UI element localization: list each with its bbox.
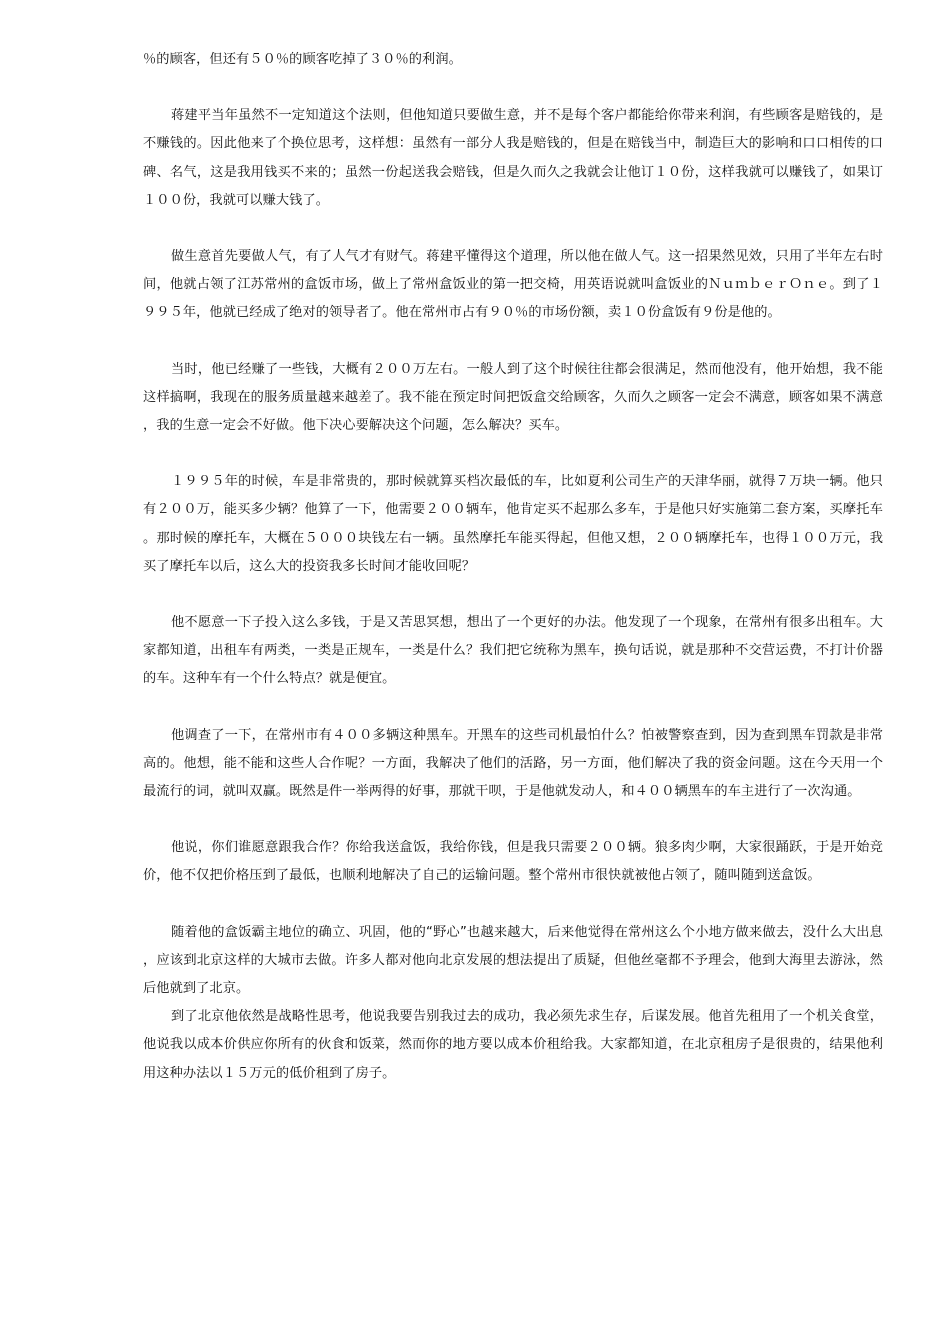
paragraph-gap [143,74,883,102]
paragraph-9: 随着他的盒饭霸主地位的确立、巩固，他的“野心”也越来越大，后来他觉得在常州这么个小地方做来做去，没什么大出息，应该到北京这样的大城市去做。许多人都对他向北京发展的想法提出了质疑，但他丝毫都不予理会，他到大海里去游泳，然后他就到了北京。 [143,924,883,997]
paragraph-10: 到了北京他依然是战略性思考，他说我要告别我过去的成功，我必须先求生存，后谋发展。他首先租用了一个机关食堂，他说我以成本价供应你所有的伙食和饭菜，然而你的地方要以成本价租给我。大家都知道，在北京租房子是很贵的，结果他利用这种办法以１５万元的低价租到了房子。 [143,1009,883,1081]
document-page [143,46,883,1088]
paragraph-7: 他调查了一下，在常州市有４００多辆这种黑车。开黑车的这些司机最怕什么？怕被警察查到，因为查到黑车罚款是非常高的。他想，能不能和这些人合作呢？一方面，我解决了他们的活路，另一方面，他们解决了我的资金问题。这在今天用一个最流行的词，就叫双赢。既然是件一举两得的好事，那就干呗，于是他就发动人，和４００辆黑车的车主进行了一次沟通。 [143,727,883,800]
paragraph-gap [143,891,883,919]
paragraph-gap [143,328,883,356]
paragraph-8: 他说，你们谁愿意跟我合作？你给我送盒饭，我给你钱，但是我只需要２００辆。狼多肉少啊，大家很踊跃，于是开始竞价，他不仅把价格压到了最低，也顺利地解决了自己的运输问题。整个常州市很快就被他占领了，随叫随到送盒饭。 [143,840,883,884]
paragraph-gap [143,215,883,243]
paragraph-gap [143,806,883,834]
paragraph-2: 蒋建平当年虽然不一定知道这个法则，但他知道只要做生意，并不是每个客户都能给你带来利润，有些顾客是赔钱的，是不赚钱的。因此他来了个换位思考，这样想：虽然有一部分人我是赔钱的，但是在赔钱当中，制造巨大的影响和口口相传的口碑、名气，这是我用钱买不来的；虽然一份起送我会赔钱，但是久而久之我就会让他订１０份，这样我就可以赚钱了，如果订１００份，我就可以赚大钱了。 [143,108,883,208]
paragraph-5: １９９５年的时候，车是非常贵的，那时候就算买档次最低的车，比如夏利公司生产的天津华丽，就得７万块一辆。他只有２００万，能买多少辆？他算了一下，他需要２００辆车，他肯定买不起那么多车，于是他只好实施第二套方案，买摩托车。那时候的摩托车，大概在５０００块钱左右一辆。虽然摩托车能买得起，但他又想，２００辆摩托车，也得１００万元，我买了摩托车以后，这么大的投资我多长时间才能收回呢？ [143,474,883,574]
paragraph-gap [143,694,883,722]
paragraph-gap [143,581,883,609]
paragraph-3: 做生意首先要做人气，有了人气才有财气。蒋建平懂得这个道理，所以他在做人气。这一招果然见效，只用了半年左右时间，他就占领了江苏常州的盒饭市场，做上了常州盒饭业的第一把交椅，用英语说就叫盒饭业的ＮｕｍｂｅｒＯｎｅ。到了１９９５年，他就已经成了绝对的领导者了。他在常州市占有９０％的市场份额，卖１０份盒饭有９份是他的。 [143,249,883,321]
paragraph-6: 他不愿意一下子投入这么多钱，于是又苦思冥想，想出了一个更好的办法。他发现了一个现象，在常州有很多出租车。大家都知道，出租车有两类，一类是正规车，一类是什么？我们把它统称为黑车，换句话说，就是那种不交营运费，不打计价器的车。这种车有一个什么特点？就是便宜。 [143,615,883,687]
paragraph-1: ％的顾客，但还有５０％的顾客吃掉了３０％的利润。 [143,52,462,67]
paragraph-4: 当时，他已经赚了一些钱，大概有２００万左右。一般人到了这个时候往往都会很满足，然而他没有，他开始想，我不能这样搞啊，我现在的服务质量越来越差了。我不能在预定时间把饭盒交给顾客，久而久之顾客一定会不满意，顾客如果不满意，我的生意一定会不好做。他下决心要解决这个问题，怎么解决？买车。 [143,361,883,434]
paragraph-gap [143,440,883,468]
